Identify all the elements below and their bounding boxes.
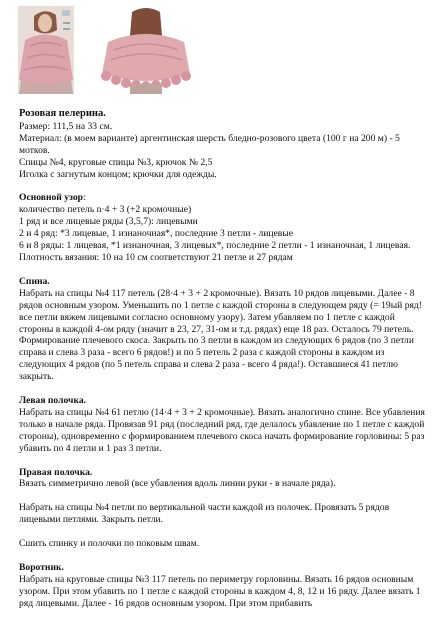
model-front-image bbox=[18, 6, 74, 94]
collar-paragraph: Набрать на круговые спицы №3 117 петель по периметру горловины. Вязать 16 рядов основным узором. При этом убавить по 1 петле с каждой стороны в каждом 4, 8, 12 и 16 ряду. Далее вязать 1 ряд лицевыми. Далее - 16 рядов основным узором. При этом прибавить bbox=[19, 574, 421, 609]
header-photos bbox=[18, 6, 218, 94]
right-front-heading: Правая полочка. bbox=[19, 466, 93, 478]
pattern-line: количество петель n·4 + 3 (+2 кромочные) bbox=[19, 204, 192, 216]
model-photo-front bbox=[18, 6, 74, 94]
back-paragraph: Набрать на спицы №4 117 петель (28·4 + 3 + 2 кромочные). Вязать 10 рядов лицевыми. Далее - 8 рядов основным узором. Уменьшить по 1 петле с каждой стороны в следующем ряду (= 19ый ряд! все петли вяжем лицевыми согласно основному узору). Затем убавляем по 1 петле с каждой стороны в каждой 4-ом ряду (значит в 23, 27, 31-ом и т.д. рядах) еще 18 раз. Осталось 79 петель. bbox=[19, 287, 422, 335]
spacer bbox=[19, 383, 431, 395]
spacer bbox=[19, 526, 431, 538]
back-paragraph: Формирование плечевого скоса. Закрыть по 3 петли в каждом из следующих 6 рядов (по 3 петли справа и слева 3 раза - всего 6 рядов!) и по 5 петель 2 раза с каждой стороны в каждом из следующих 4 рядов (по 5 петель справа и слева 2 раза - всего 4 ряда!). Оставшиеся 41 петлю закрыть. bbox=[19, 335, 414, 383]
pattern-line: Плотность вязания: 10 на 10 см соответствуют 21 петле и 27 рядам bbox=[19, 251, 293, 263]
collar-heading: Воротник. bbox=[19, 562, 64, 574]
sew-paragraph: Сшить спинку и полочки по поковым швам. bbox=[19, 538, 200, 550]
right-front-paragraph: Вязать симметрично левой (все убавления вдоль линии руки - в начале ряда). bbox=[19, 478, 336, 490]
pattern-heading-line bbox=[19, 192, 431, 204]
spacer bbox=[19, 490, 431, 502]
pattern-document bbox=[19, 108, 431, 610]
spacer bbox=[19, 550, 431, 562]
left-front-heading: Левая полочка. bbox=[19, 395, 87, 407]
edge-paragraph: Набрать на спицы №4 петли по вертикальной части каждой из полочек. Провязать 5 рядов лицевыми петлями. Закрыть петли. bbox=[19, 502, 390, 526]
intro-needles: Спицы №4, круговые спицы №3, крючок № 2,5 bbox=[19, 156, 213, 168]
pattern-line: 6 и 8 ряды: 1 лицевая, *1 изнаночная, 3 лицевых*, последние 2 петли - 1 изнаночная, 1 лицевая. bbox=[19, 240, 411, 252]
pattern-line: 1 ряд и все лицевые ряды (3,5,7): лицевыми bbox=[19, 216, 198, 228]
document-title: Розовая пелерина. bbox=[19, 108, 106, 119]
model-photo-back bbox=[100, 6, 192, 94]
pattern-line: 2 и 4 ряд: *3 лицевые, 1 изнаночная*, последние 3 петли - лицевые bbox=[19, 228, 293, 240]
left-front-paragraph: Набрать на спицы №4 61 петлю (14·4 + 3 + 2 кромочные). Вязать аналогично спине. Все убавления только в начале ряда. Провязав 91 ряд (последний ряд, где делалось убавление по 1 петле с каждой стороны), одновременно с формированием плечевого скоса начать формирование горловины: 5 раз убавить по 4 петли и 1 раз 3 петли. bbox=[19, 406, 425, 454]
intro-material: Материал: (в моем варианте) аргентинская шерсть бледно-розового цвета (100 г на 200 м) - 5 мотков. bbox=[19, 132, 400, 156]
intro-size: Размер: 111,5 на 33 см. bbox=[19, 120, 113, 132]
intro-tools: Иголка с загнутым концом; крючки для одежды. bbox=[19, 168, 217, 180]
spacer bbox=[19, 180, 431, 192]
pattern-heading: Основной узор bbox=[19, 192, 83, 204]
model-back-image bbox=[100, 6, 192, 94]
pattern-heading-colon: : bbox=[82, 192, 86, 204]
spacer bbox=[19, 455, 431, 467]
spacer bbox=[19, 264, 431, 276]
back-heading: Спина. bbox=[19, 275, 50, 287]
